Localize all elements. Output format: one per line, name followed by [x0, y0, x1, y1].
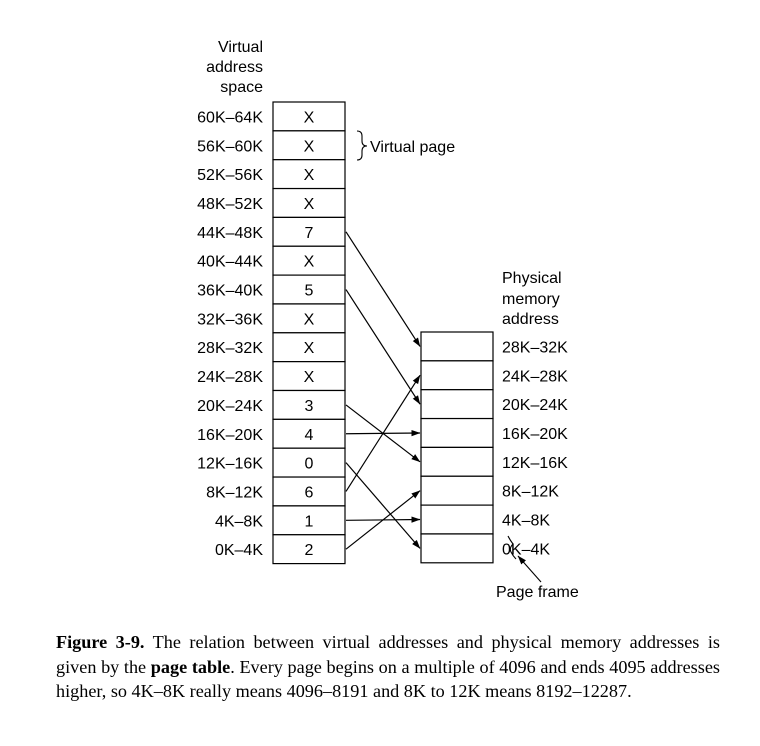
physical-range-label: 4K–8K	[502, 512, 551, 530]
page-table-entry: X	[303, 109, 315, 127]
physical-frame-cell	[421, 447, 493, 476]
virtual-range-label: 56K–60K	[197, 138, 263, 156]
caption-text-2: . Every page begins on a multiple of 4096 and ends 4095 addresses higher, so 4K–8K really means 4096–8191 and 8K to 12K means 8192–12287.	[56, 656, 720, 701]
mapping-arrow	[346, 290, 420, 405]
physical-header-line-2: memory	[502, 291, 560, 308]
page-table-entry: X	[303, 311, 315, 329]
page-table-entry: 3	[304, 397, 314, 415]
physical-range-label: 20K–24K	[502, 397, 568, 415]
virtual-header-line-3: space	[220, 79, 263, 96]
page-table-entry: 5	[304, 282, 314, 300]
physical-frame-cell	[421, 419, 493, 448]
mapping-arrow	[346, 463, 420, 549]
physical-header-line-3: address	[502, 311, 559, 328]
mapping-arrow	[346, 232, 420, 347]
virtual-range-label: 4K–8K	[214, 513, 263, 531]
physical-header-line-1: Physical	[502, 270, 562, 287]
physical-frame-cell	[421, 505, 493, 534]
virtual-range-label: 24K–28K	[197, 369, 263, 387]
virtual-range-label: 32K–36K	[197, 311, 263, 329]
virtual-range-label: 0K–4K	[214, 542, 263, 560]
physical-frame-cell	[421, 390, 493, 419]
virtual-page-table	[197, 102, 345, 564]
virtual-range-label: 48K–52K	[197, 195, 263, 213]
page-table-entry: 7	[304, 224, 314, 242]
page-table-entry: 4	[304, 426, 314, 444]
physical-frame-cell	[421, 476, 493, 505]
caption-term: page table	[150, 656, 231, 677]
virtual-range-label: 52K–56K	[197, 167, 263, 185]
page-frame-pointer	[518, 556, 541, 582]
page-table-entry: X	[303, 195, 315, 213]
mapping-arrows	[346, 232, 420, 549]
page-frame-label: Page frame	[496, 584, 579, 601]
virtual-header-line-2: address	[206, 59, 263, 76]
physical-range-label: 16K–20K	[502, 425, 568, 443]
caption-text-1: The relation between virtual addresses and physical memory addresses is given by the	[56, 632, 720, 677]
physical-memory-table	[421, 332, 568, 563]
virtual-range-label: 36K–40K	[197, 282, 263, 300]
page-table-entry: X	[303, 167, 315, 185]
virtual-range-label: 28K–32K	[197, 340, 263, 358]
page-table-entry: X	[303, 138, 315, 156]
virtual-range-label: 40K–44K	[197, 253, 263, 271]
page-table-entry: 0	[304, 455, 314, 473]
figure-caption	[56, 630, 720, 704]
physical-frame-cell	[421, 534, 493, 563]
physical-frame-cell	[421, 332, 493, 361]
virtual-page-brace	[357, 131, 367, 160]
virtual-range-label: 12K–16K	[197, 455, 263, 473]
page-table-entry: X	[303, 340, 315, 358]
virtual-range-label: 16K–20K	[197, 426, 263, 444]
physical-range-label: 24K–28K	[502, 368, 568, 386]
virtual-range-label: 8K–12K	[206, 484, 263, 502]
virtual-page-label: Virtual page	[370, 139, 456, 156]
virtual-range-label: 60K–64K	[197, 109, 263, 127]
physical-range-label: 28K–32K	[502, 339, 568, 357]
page-table-entry: 6	[304, 484, 314, 502]
physical-range-label: 8K–12K	[502, 483, 559, 501]
physical-range-label: 12K–16K	[502, 454, 568, 472]
virtual-header-line-1: Virtual	[217, 39, 263, 56]
figure-label: Figure 3-9.	[56, 632, 145, 652]
page-table-entry: X	[303, 253, 315, 271]
page-table-entry: 2	[304, 542, 314, 560]
physical-range-label: 0K–4K	[502, 541, 551, 559]
page-table-entry: 1	[304, 513, 314, 531]
virtual-range-label: 20K–24K	[197, 397, 263, 415]
virtual-range-label: 44K–48K	[197, 224, 263, 242]
physical-frame-cell	[421, 361, 493, 390]
page-table-entry: X	[303, 369, 315, 387]
